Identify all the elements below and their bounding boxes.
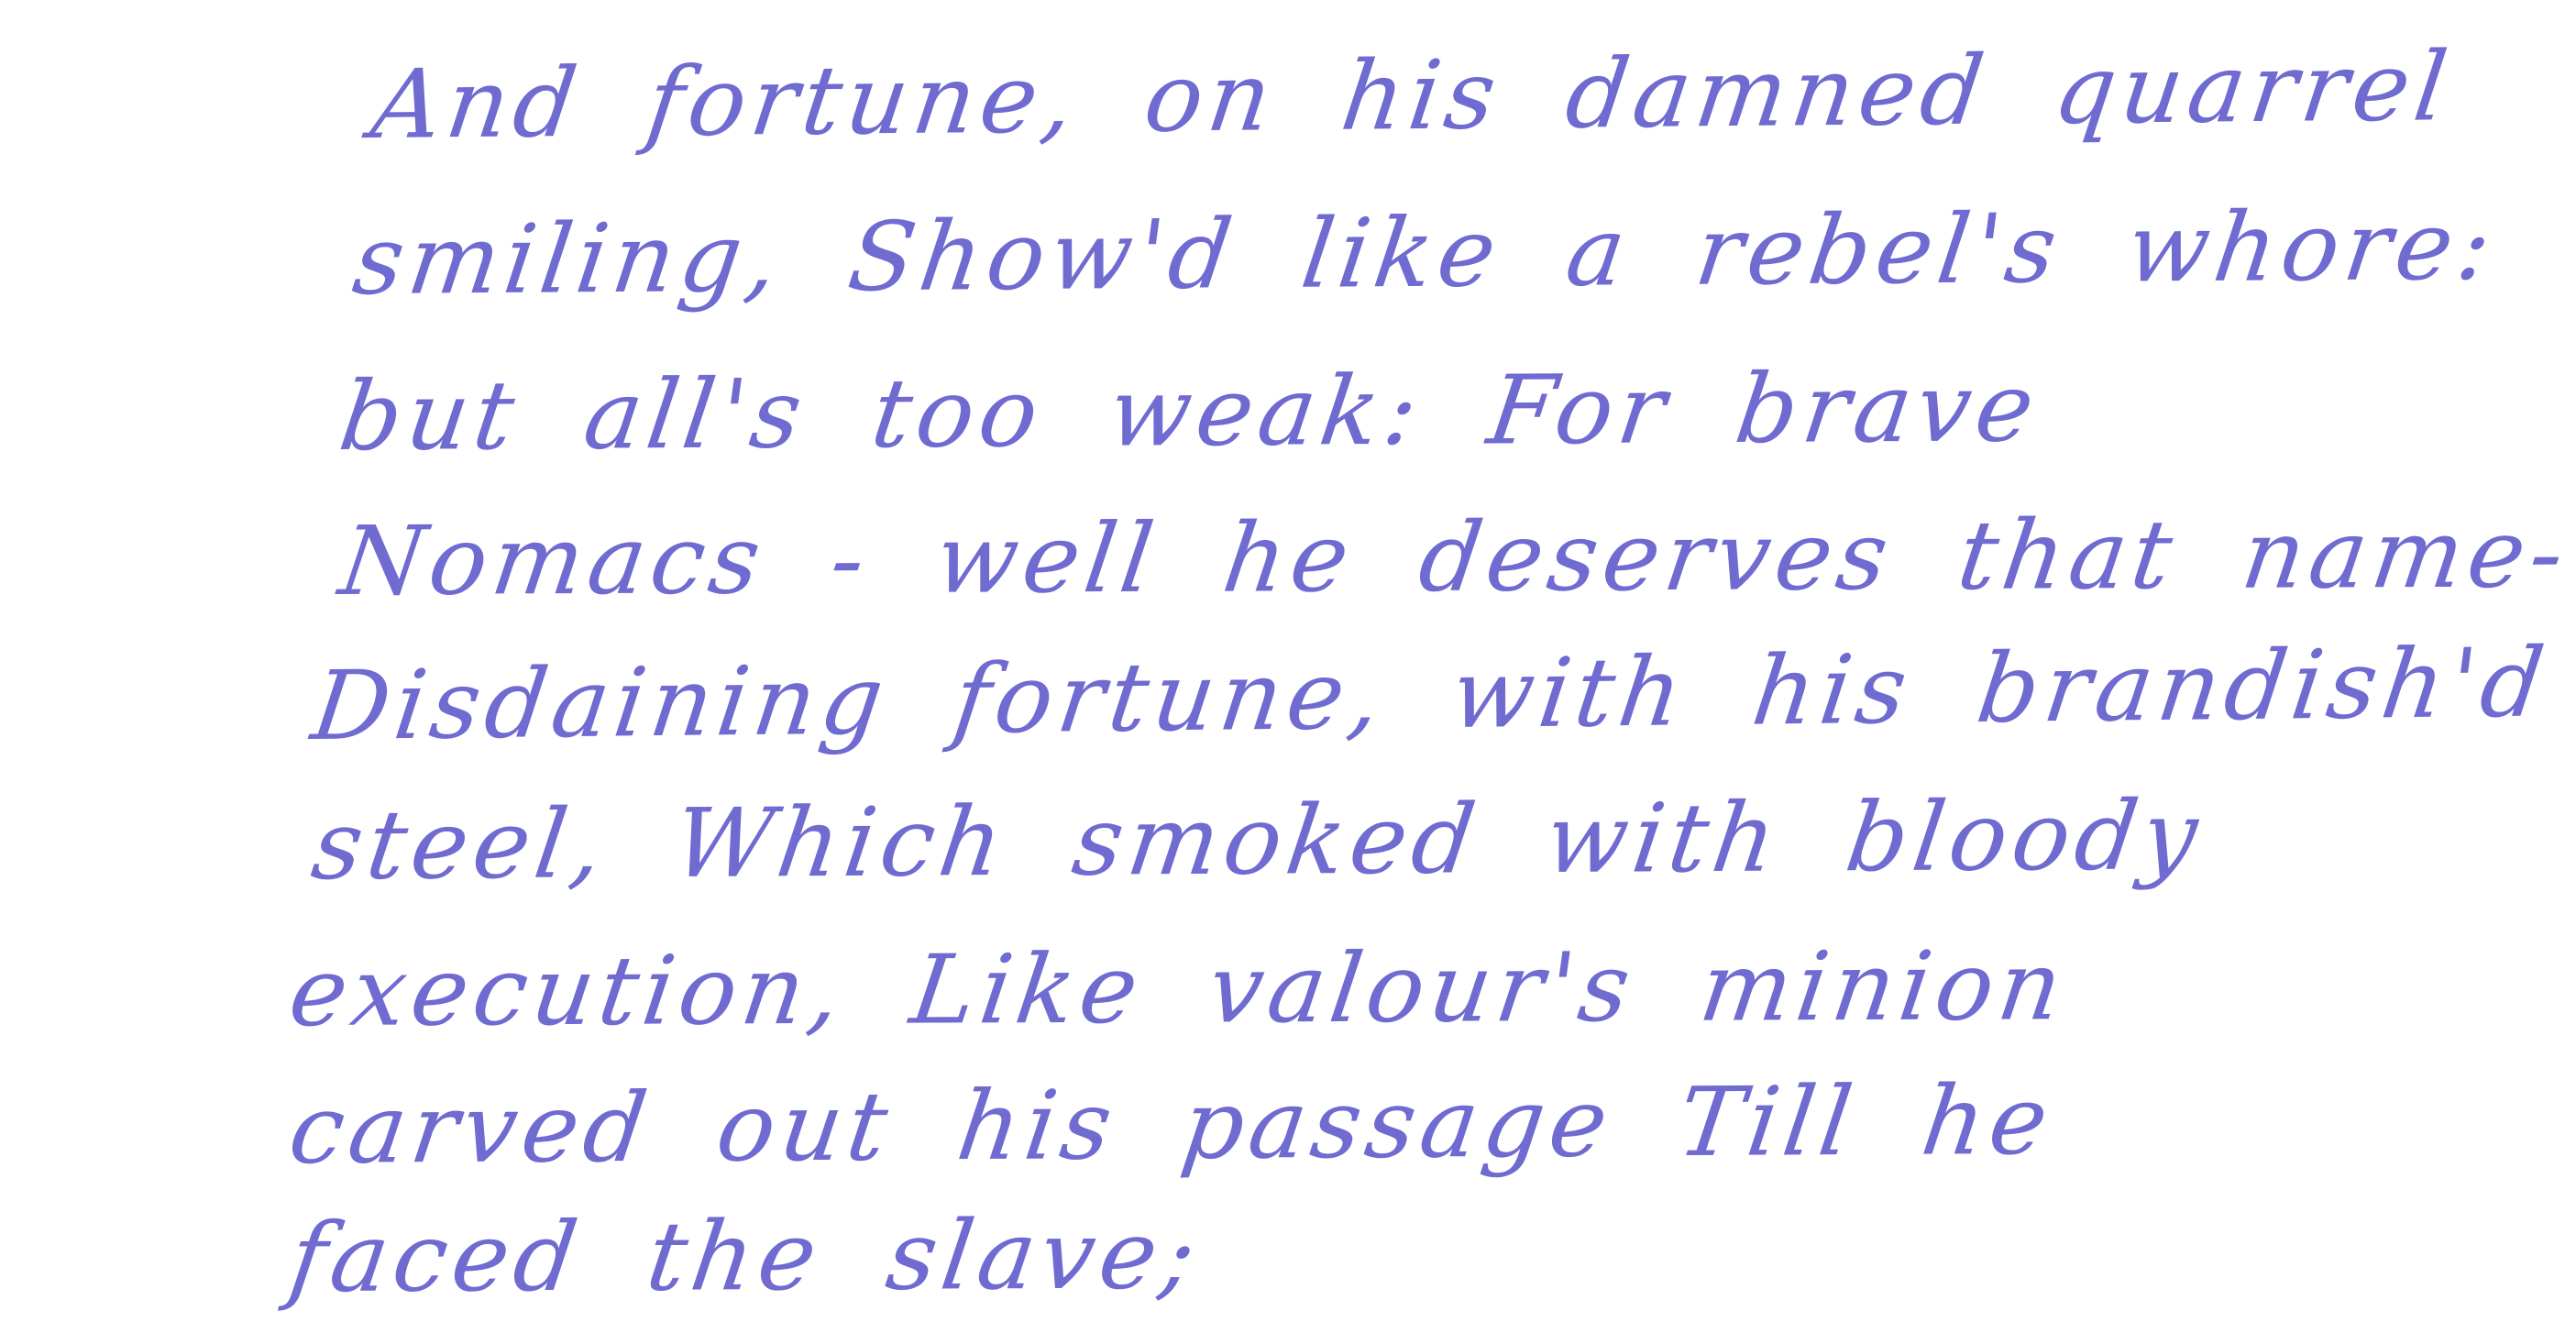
handwritten-line-7: execution, Like valour's minion [282, 930, 2075, 1048]
handwritten-line-3: but all's too weak: For brave [333, 351, 2046, 472]
handwritten-line-4: Nomacs - well he deserves that name- [333, 497, 2576, 617]
handwritten-line-2: smiling, Show'd like a rebel's whore: [347, 189, 2504, 316]
handwritten-line-5: Disdaining fortune, with his brandish'd [305, 626, 2556, 762]
handwritten-line-8: carved out his passage Till he [282, 1063, 2060, 1185]
handwritten-line-6: steel, Which smoked with bloody [305, 779, 2210, 901]
handwritten-line-1: And fortune, on his damned quarrel [365, 30, 2460, 160]
handwritten-line-9: faced the slave; [282, 1198, 1208, 1314]
